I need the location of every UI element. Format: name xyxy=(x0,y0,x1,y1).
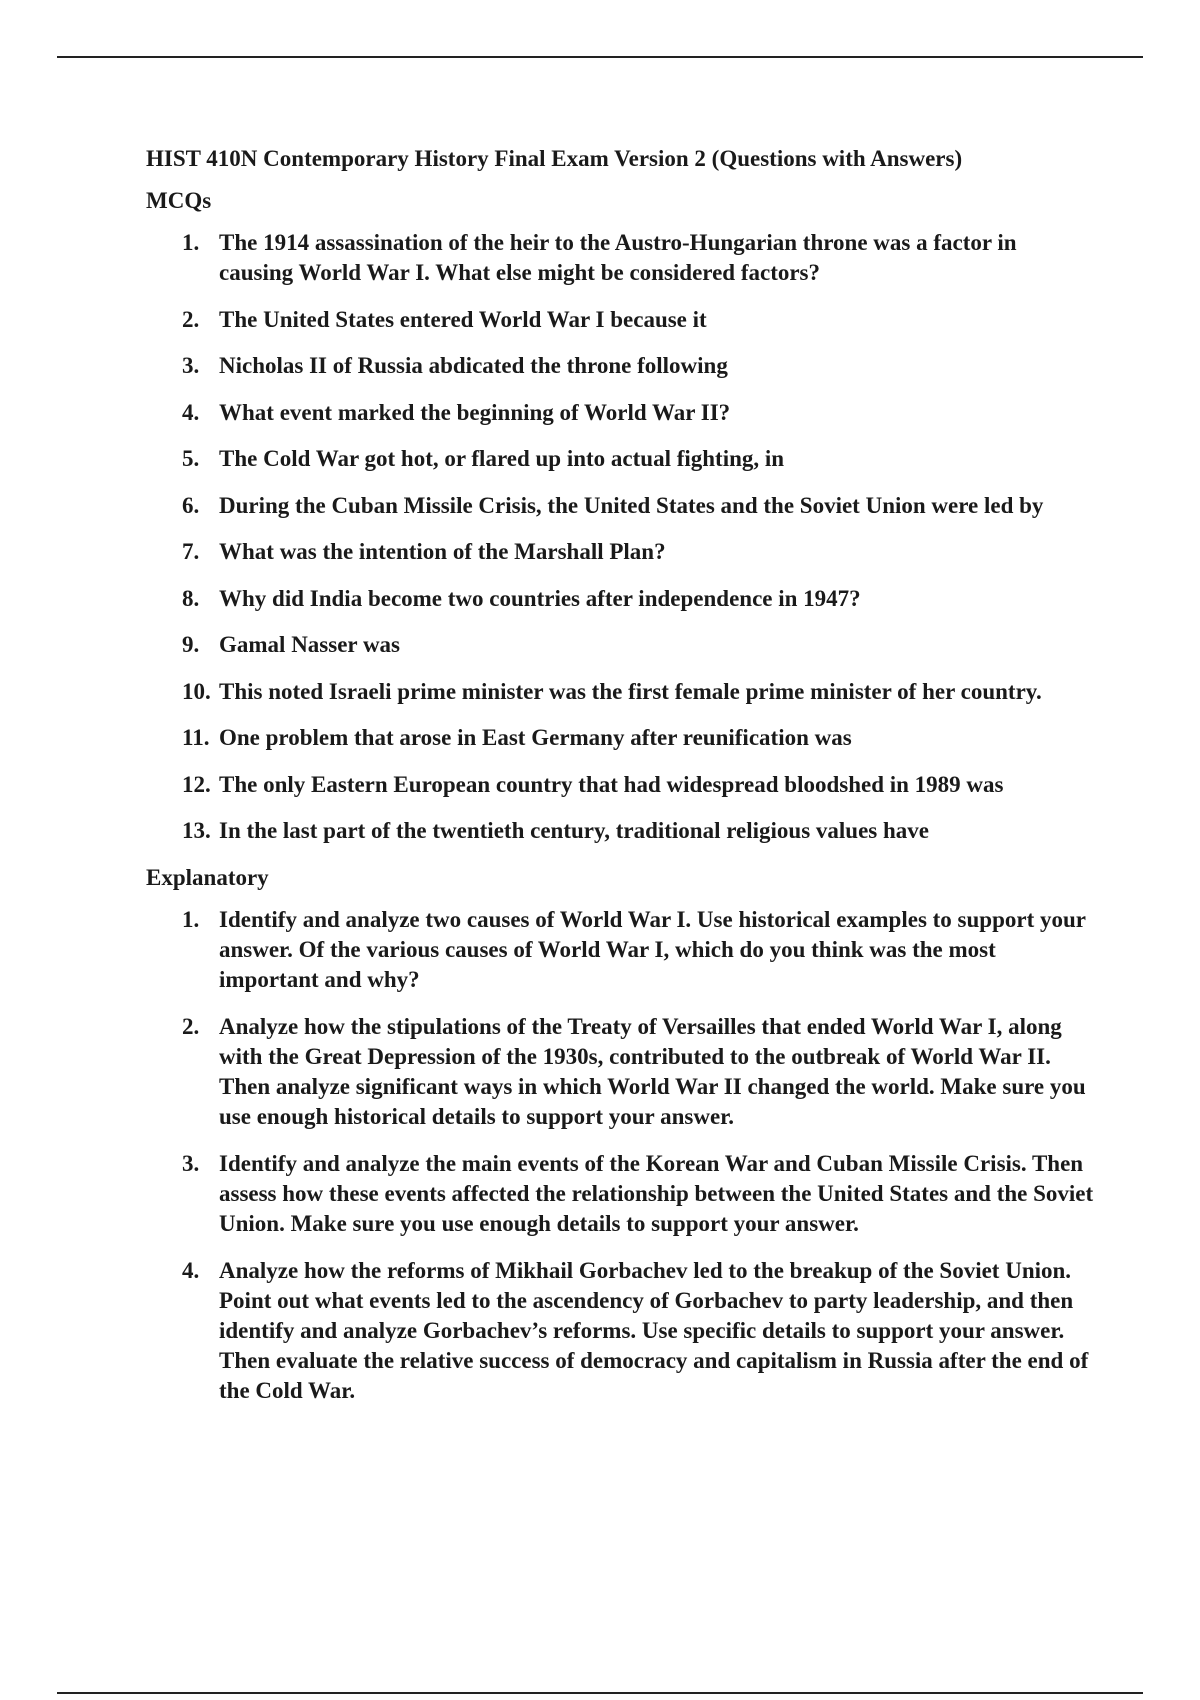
question-text: Nicholas II of Russia abdicated the throne following xyxy=(219,353,728,378)
question-number: 12. xyxy=(182,771,211,797)
question-number: 1. xyxy=(182,906,200,932)
list-item xyxy=(146,905,1096,995)
mcq-question-list xyxy=(146,228,1096,846)
question-text: This noted Israeli prime minister was the first female prime minister of her country. xyxy=(219,678,1042,704)
list-item xyxy=(146,305,1096,335)
question-number: 6. xyxy=(182,492,200,518)
question-number: 8. xyxy=(182,585,200,611)
question-text: Analyze how the stipulations of the Treaty of Versailles that ended World War I, along with the Great Depression of the 1930s, contributed to the outbreak of World War II. Then analyze significant ways in which World War II changed the world. Make sure you use enough historical details to support your answer. xyxy=(219,1013,1086,1129)
question-number: 3. xyxy=(182,353,200,378)
question-number: 4. xyxy=(182,1257,200,1283)
question-text: What was the intention of the Marshall Plan? xyxy=(219,539,666,564)
question-text: Gamal Nasser was xyxy=(219,632,401,657)
list-item xyxy=(146,1149,1096,1239)
question-number: 5. xyxy=(182,446,200,471)
question-text: What event marked the beginning of World War II? xyxy=(219,399,731,425)
question-text: The only Eastern European country that had widespread bloodshed in 1989 was xyxy=(219,771,1004,797)
question-text: The 1914 assassination of the heir to the Austro-Hungarian throne was a factor in causing World War I. What else might be considered factors? xyxy=(219,230,1017,285)
question-number: 2. xyxy=(182,306,200,332)
question-text: One problem that arose in East Germany after reunification was xyxy=(219,725,852,750)
list-item xyxy=(146,723,1096,753)
question-text: The United States entered World War I because it xyxy=(219,306,707,332)
question-number: 9. xyxy=(182,632,200,657)
list-item xyxy=(146,584,1096,614)
document-body xyxy=(146,144,1096,1423)
question-text: Why did India become two countries after independence in 1947? xyxy=(219,585,861,611)
list-item xyxy=(146,537,1096,567)
list-item xyxy=(146,677,1096,707)
list-item xyxy=(146,770,1096,800)
mcq-heading: MCQs xyxy=(146,188,212,213)
question-text: Analyze how the reforms of Mikhail Gorbachev led to the breakup of the Soviet Union. Point out what events led to the ascendency of Gorbachev to party leadership, and then identify and analyze Gorbachev’s reforms. Use specific details to support your answer. Then evaluate the relative success of democracy and capitalism in Russia after the end of the Cold War. xyxy=(219,1257,1089,1403)
question-number: 11. xyxy=(182,725,210,750)
bottom-divider xyxy=(57,1692,1143,1694)
explanatory-heading: Explanatory xyxy=(146,864,269,890)
top-divider xyxy=(57,56,1143,58)
list-item xyxy=(146,491,1096,521)
list-item xyxy=(146,398,1096,428)
question-text: During the Cuban Missile Crisis, the United States and the Soviet Union were led by xyxy=(219,492,1044,518)
question-number: 7. xyxy=(182,539,200,564)
list-item xyxy=(146,228,1096,288)
list-item xyxy=(146,1256,1096,1406)
document-title: HIST 410N Contemporary History Final Exam Version 2 (Questions with Answers) xyxy=(146,146,963,171)
question-text: In the last part of the twentieth century, traditional religious values have xyxy=(219,818,929,843)
explanatory-question-list xyxy=(146,905,1096,1406)
question-text: Identify and analyze the main events of the Korean War and Cuban Missile Crisis. Then assess how these events affected the relationship between the United States and the Soviet Union. Make sure you use enough details to support your answer. xyxy=(219,1150,1094,1236)
list-item xyxy=(146,816,1096,846)
list-item xyxy=(146,630,1096,660)
list-item xyxy=(146,444,1096,474)
question-text: The Cold War got hot, or flared up into actual fighting, in xyxy=(219,446,785,471)
question-number: 1. xyxy=(182,230,200,255)
question-number: 13. xyxy=(182,818,211,843)
list-item xyxy=(146,351,1096,381)
question-text: Identify and analyze two causes of World War I. Use historical examples to support your answer. Of the various causes of World War I, which do you think was the most important and why? xyxy=(219,906,1086,992)
question-number: 2. xyxy=(182,1013,200,1039)
question-number: 4. xyxy=(182,399,200,425)
question-number: 10. xyxy=(182,678,211,704)
question-number: 3. xyxy=(182,1150,200,1176)
list-item xyxy=(146,1012,1096,1132)
